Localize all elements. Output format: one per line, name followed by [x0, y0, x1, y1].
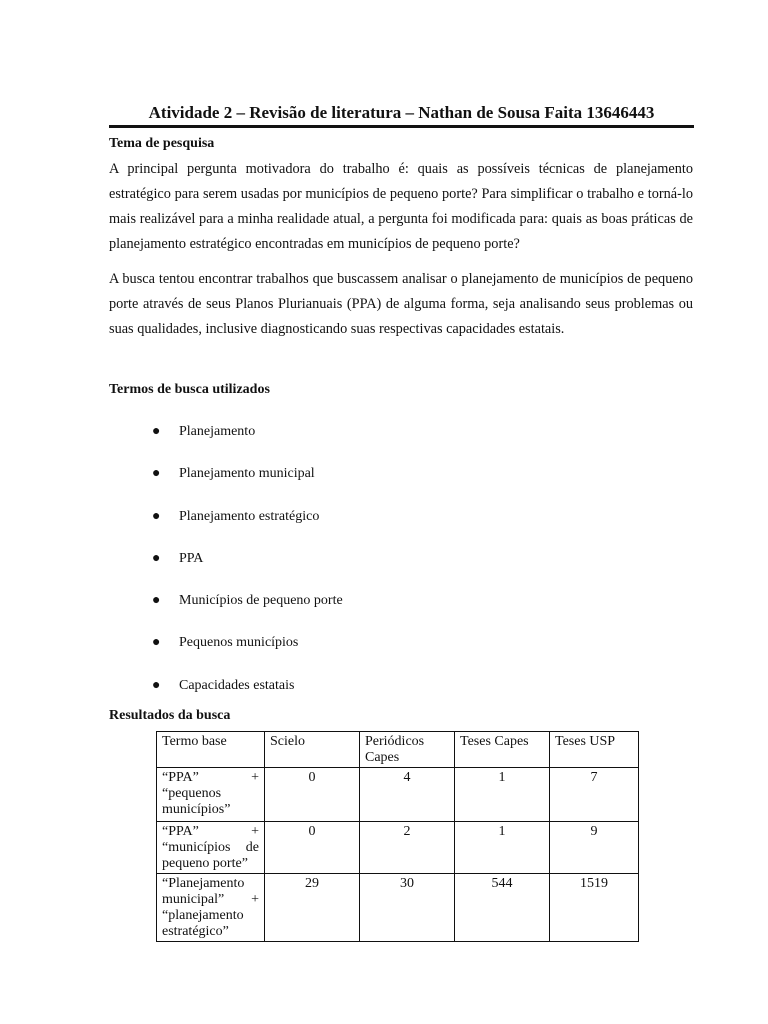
term-line: “planejamento — [162, 908, 244, 923]
bullet-icon: ● — [152, 635, 161, 651]
list-item-label: Pequenos municípios — [179, 635, 299, 651]
list-item — [152, 548, 343, 590]
table-cell-term — [157, 768, 265, 822]
table-header-cell: Termo base — [157, 732, 265, 768]
section-heading-resultados: Resultados da busca — [109, 708, 231, 723]
table-cell-value: 29 — [265, 874, 360, 942]
table-cell-value: 4 — [360, 768, 455, 822]
list-item — [152, 463, 343, 505]
term-line: “Planejamento — [162, 876, 245, 891]
table-cell-value: 7 — [550, 768, 639, 822]
term-line: “PPA” + — [162, 824, 259, 839]
list-item-label: PPA — [179, 550, 204, 566]
results-table — [156, 731, 639, 942]
table-cell-value: 1 — [455, 822, 550, 874]
table-header-cell: Teses USP — [550, 732, 639, 768]
list-item-label: Municípios de pequeno porte — [179, 593, 343, 609]
term-line: estratégico” — [162, 924, 229, 939]
table-cell-term — [157, 874, 265, 942]
table-cell-value: 9 — [550, 822, 639, 874]
table-cell-value: 1 — [455, 768, 550, 822]
list-item-label: Planejamento — [179, 424, 256, 439]
bullet-icon: ● — [152, 677, 161, 693]
table-header-cell: Teses Capes — [455, 732, 550, 768]
term-line: pequeno porte” — [162, 856, 248, 871]
bullet-icon: ● — [152, 550, 161, 566]
table-cell-value: 0 — [265, 822, 360, 874]
list-item-label: Capacidades estatais — [179, 677, 295, 693]
table-row — [157, 768, 639, 822]
term-line: “PPA” + — [162, 770, 259, 785]
term-line: municipal” + — [162, 892, 259, 907]
bullet-icon: ● — [152, 508, 161, 524]
table-header-row — [157, 732, 639, 768]
bullet-icon: ● — [152, 424, 161, 439]
table-cell-value: 30 — [360, 874, 455, 942]
table-cell-term — [157, 822, 265, 874]
table-cell-value: 0 — [265, 768, 360, 822]
section-heading-tema: Tema de pesquisa — [109, 136, 215, 151]
list-item — [152, 421, 343, 463]
list-item — [152, 506, 343, 548]
section-heading-termos: Termos de busca utilizados — [109, 382, 270, 397]
table-header-cell: Periódicos Capes — [360, 732, 455, 768]
table-cell-value: 2 — [360, 822, 455, 874]
table-row — [157, 822, 639, 874]
table-header-cell: Scielo — [265, 732, 360, 768]
bullet-icon: ● — [152, 466, 161, 482]
term-line: “pequenos — [162, 786, 222, 801]
list-item — [152, 590, 343, 632]
table-row — [157, 874, 639, 942]
list-item — [152, 632, 343, 674]
paragraph-research-question: A principal pergunta motivadora do trabalho é: quais as possíveis técnicas de planejamento estratégico para serem usadas por municípios de pequeno porte? Para simplificar o trabalho e torná-lo mais realizável para a minha realidade atual, a pergunta foi modificada para: quais as boas práticas de planejamento estratégico encontradas em municípios de pequeno porte? — [109, 161, 693, 252]
paragraph-search-description: A busca tentou encontrar trabalhos que buscassem analisar o planejamento de municípios de pequeno porte através de seus Planos Plurianuais (PPA) de alguma forma, seja analisando seus problemas ou suas qualidades, inclusive diagnosticando suas respectivas capacidades estatais. — [109, 271, 693, 337]
term-line: municípios” — [162, 802, 231, 817]
search-terms-list — [152, 421, 343, 717]
table-cell-value: 1519 — [550, 874, 639, 942]
document-title: Atividade 2 – Revisão de literatura – Nathan de Sousa Faita 13646443 — [109, 103, 694, 128]
list-item-label: Planejamento municipal — [179, 466, 315, 482]
term-line: “municípios de — [162, 840, 259, 855]
list-item-label: Planejamento estratégico — [179, 508, 320, 524]
bullet-icon: ● — [152, 593, 161, 609]
table-cell-value: 544 — [455, 874, 550, 942]
